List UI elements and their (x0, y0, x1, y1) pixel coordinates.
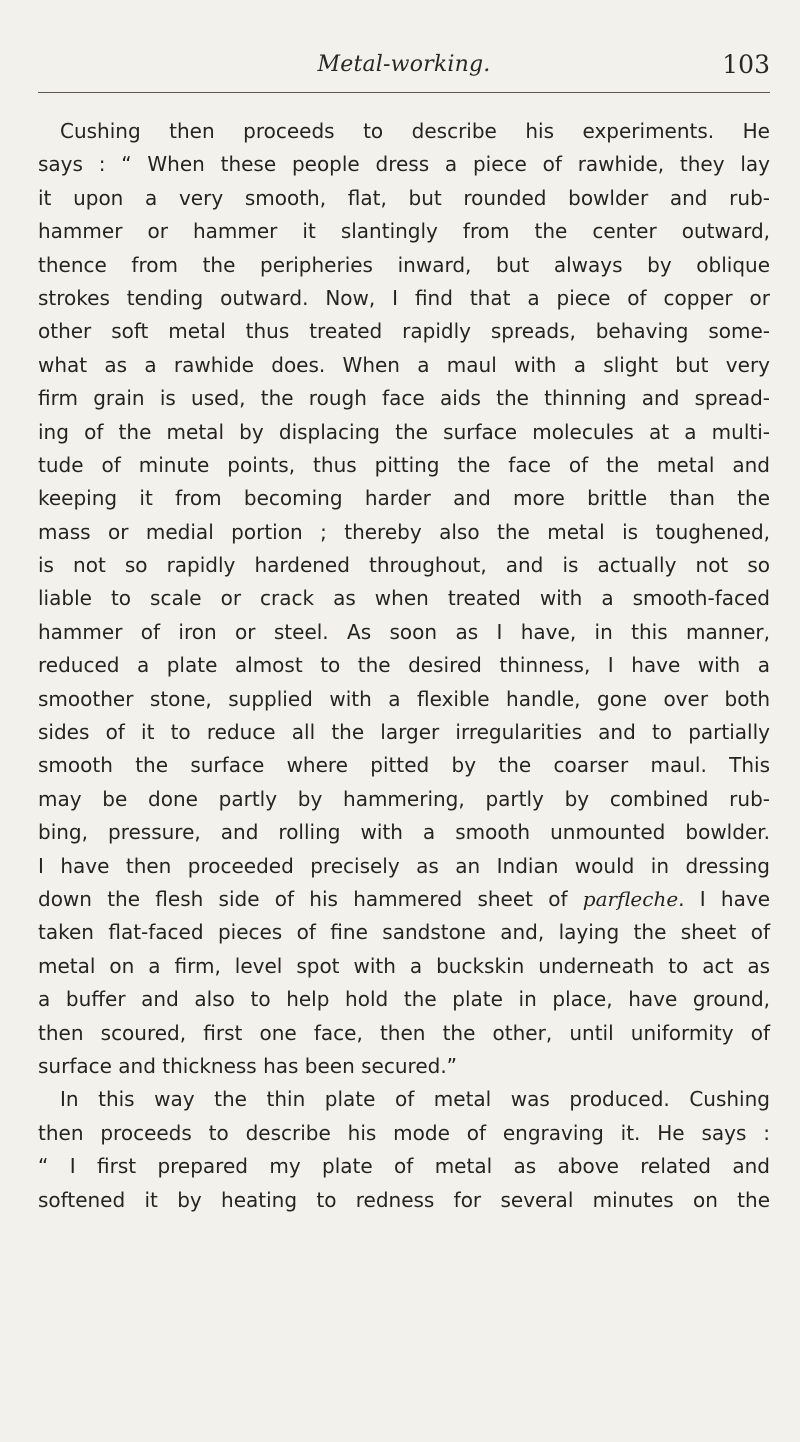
header-rule (38, 92, 770, 93)
body-text (38, 115, 770, 1217)
text-line: ing of the metal by displacing the surface molecules at a multi- (38, 419, 770, 444)
text-line: says : “ When these people dress a piece of rawhide, they lay (38, 152, 770, 177)
running-title: Metal-working. (317, 52, 491, 77)
text-line: strokes tending outward. Now, I find that a piece of copper or (38, 285, 770, 310)
text-line: Cushing then proceeds to describe his experiments. He (60, 119, 770, 143)
text-line: taken flat-faced pieces of fine sandstone and, laying the sheet of (38, 920, 770, 945)
page-number: 103 (722, 50, 770, 79)
text-line: tude of minute points, thus pitting the face of the metal and (38, 452, 770, 477)
paragraph (38, 115, 770, 1083)
text-line: it upon a very smooth, flat, but rounded bowlder and rub- (38, 185, 770, 210)
text-line: sides of it to reduce all the larger irregularities and to partially (38, 720, 770, 745)
text-segment: . I have (678, 886, 771, 911)
text-line: “ I first prepared my plate of metal as above related and (38, 1154, 770, 1179)
text-line: mass or medial portion ; thereby also the metal is toughened, (38, 519, 770, 544)
text-line: thence from the peripheries inward, but always by oblique (38, 252, 770, 277)
text-line: other soft metal thus treated rapidly spreads, behaving some- (38, 319, 770, 344)
text-line: smoother stone, supplied with a flexible handle, gone over both (38, 686, 770, 711)
text-line: hammer of iron or steel. As soon as I have, in this manner, (38, 619, 770, 644)
text-line: I have then proceeded precisely as an Indian would in dressing (38, 853, 770, 878)
paragraph (38, 1083, 770, 1217)
text-line: liable to scale or crack as when treated with a smooth-faced (38, 586, 770, 611)
text-line: reduced a plate almost to the desired thinness, I have with a (38, 653, 770, 678)
text-line: what as a rawhide does. When a maul with a slight but very (38, 352, 770, 377)
text-line: firm grain is used, the rough face aids the thinning and spread- (38, 386, 770, 411)
text-line: surface and thickness has been secured.” (38, 1053, 458, 1078)
text-line: softened it by heating to redness for several minutes on the (38, 1187, 770, 1212)
text-line-with-italic (38, 883, 770, 916)
text-line: is not so rapidly hardened throughout, and is actually not so (38, 553, 770, 578)
page-header (38, 0, 770, 96)
text-line: hammer or hammer it slantingly from the center outward, (38, 219, 770, 244)
text-line: In this way the thin plate of metal was produced. Cushing (60, 1087, 770, 1112)
text-line: may be done partly by hammering, partly by combined rub- (38, 786, 770, 811)
book-page (38, 0, 770, 1442)
text-line: smooth the surface where pitted by the coarser maul. This (38, 753, 770, 778)
italic-term-parfleche: parfleche (582, 886, 679, 911)
text-line: bing, pressure, and rolling with a smooth unmounted bowlder. (38, 820, 770, 845)
text-line: keeping it from becoming harder and more brittle than the (38, 486, 770, 511)
text-line: metal on a firm, level spot with a buckskin underneath to act as (38, 953, 770, 978)
text-segment: down the flesh side of his hammered sheet of (38, 886, 583, 911)
text-line: then scoured, first one face, then the other, until uniformity of (38, 1020, 770, 1045)
text-line: then proceeds to describe his mode of engraving it. He says : (38, 1120, 770, 1145)
text-line: a buffer and also to help hold the plate in place, have ground, (38, 987, 770, 1012)
